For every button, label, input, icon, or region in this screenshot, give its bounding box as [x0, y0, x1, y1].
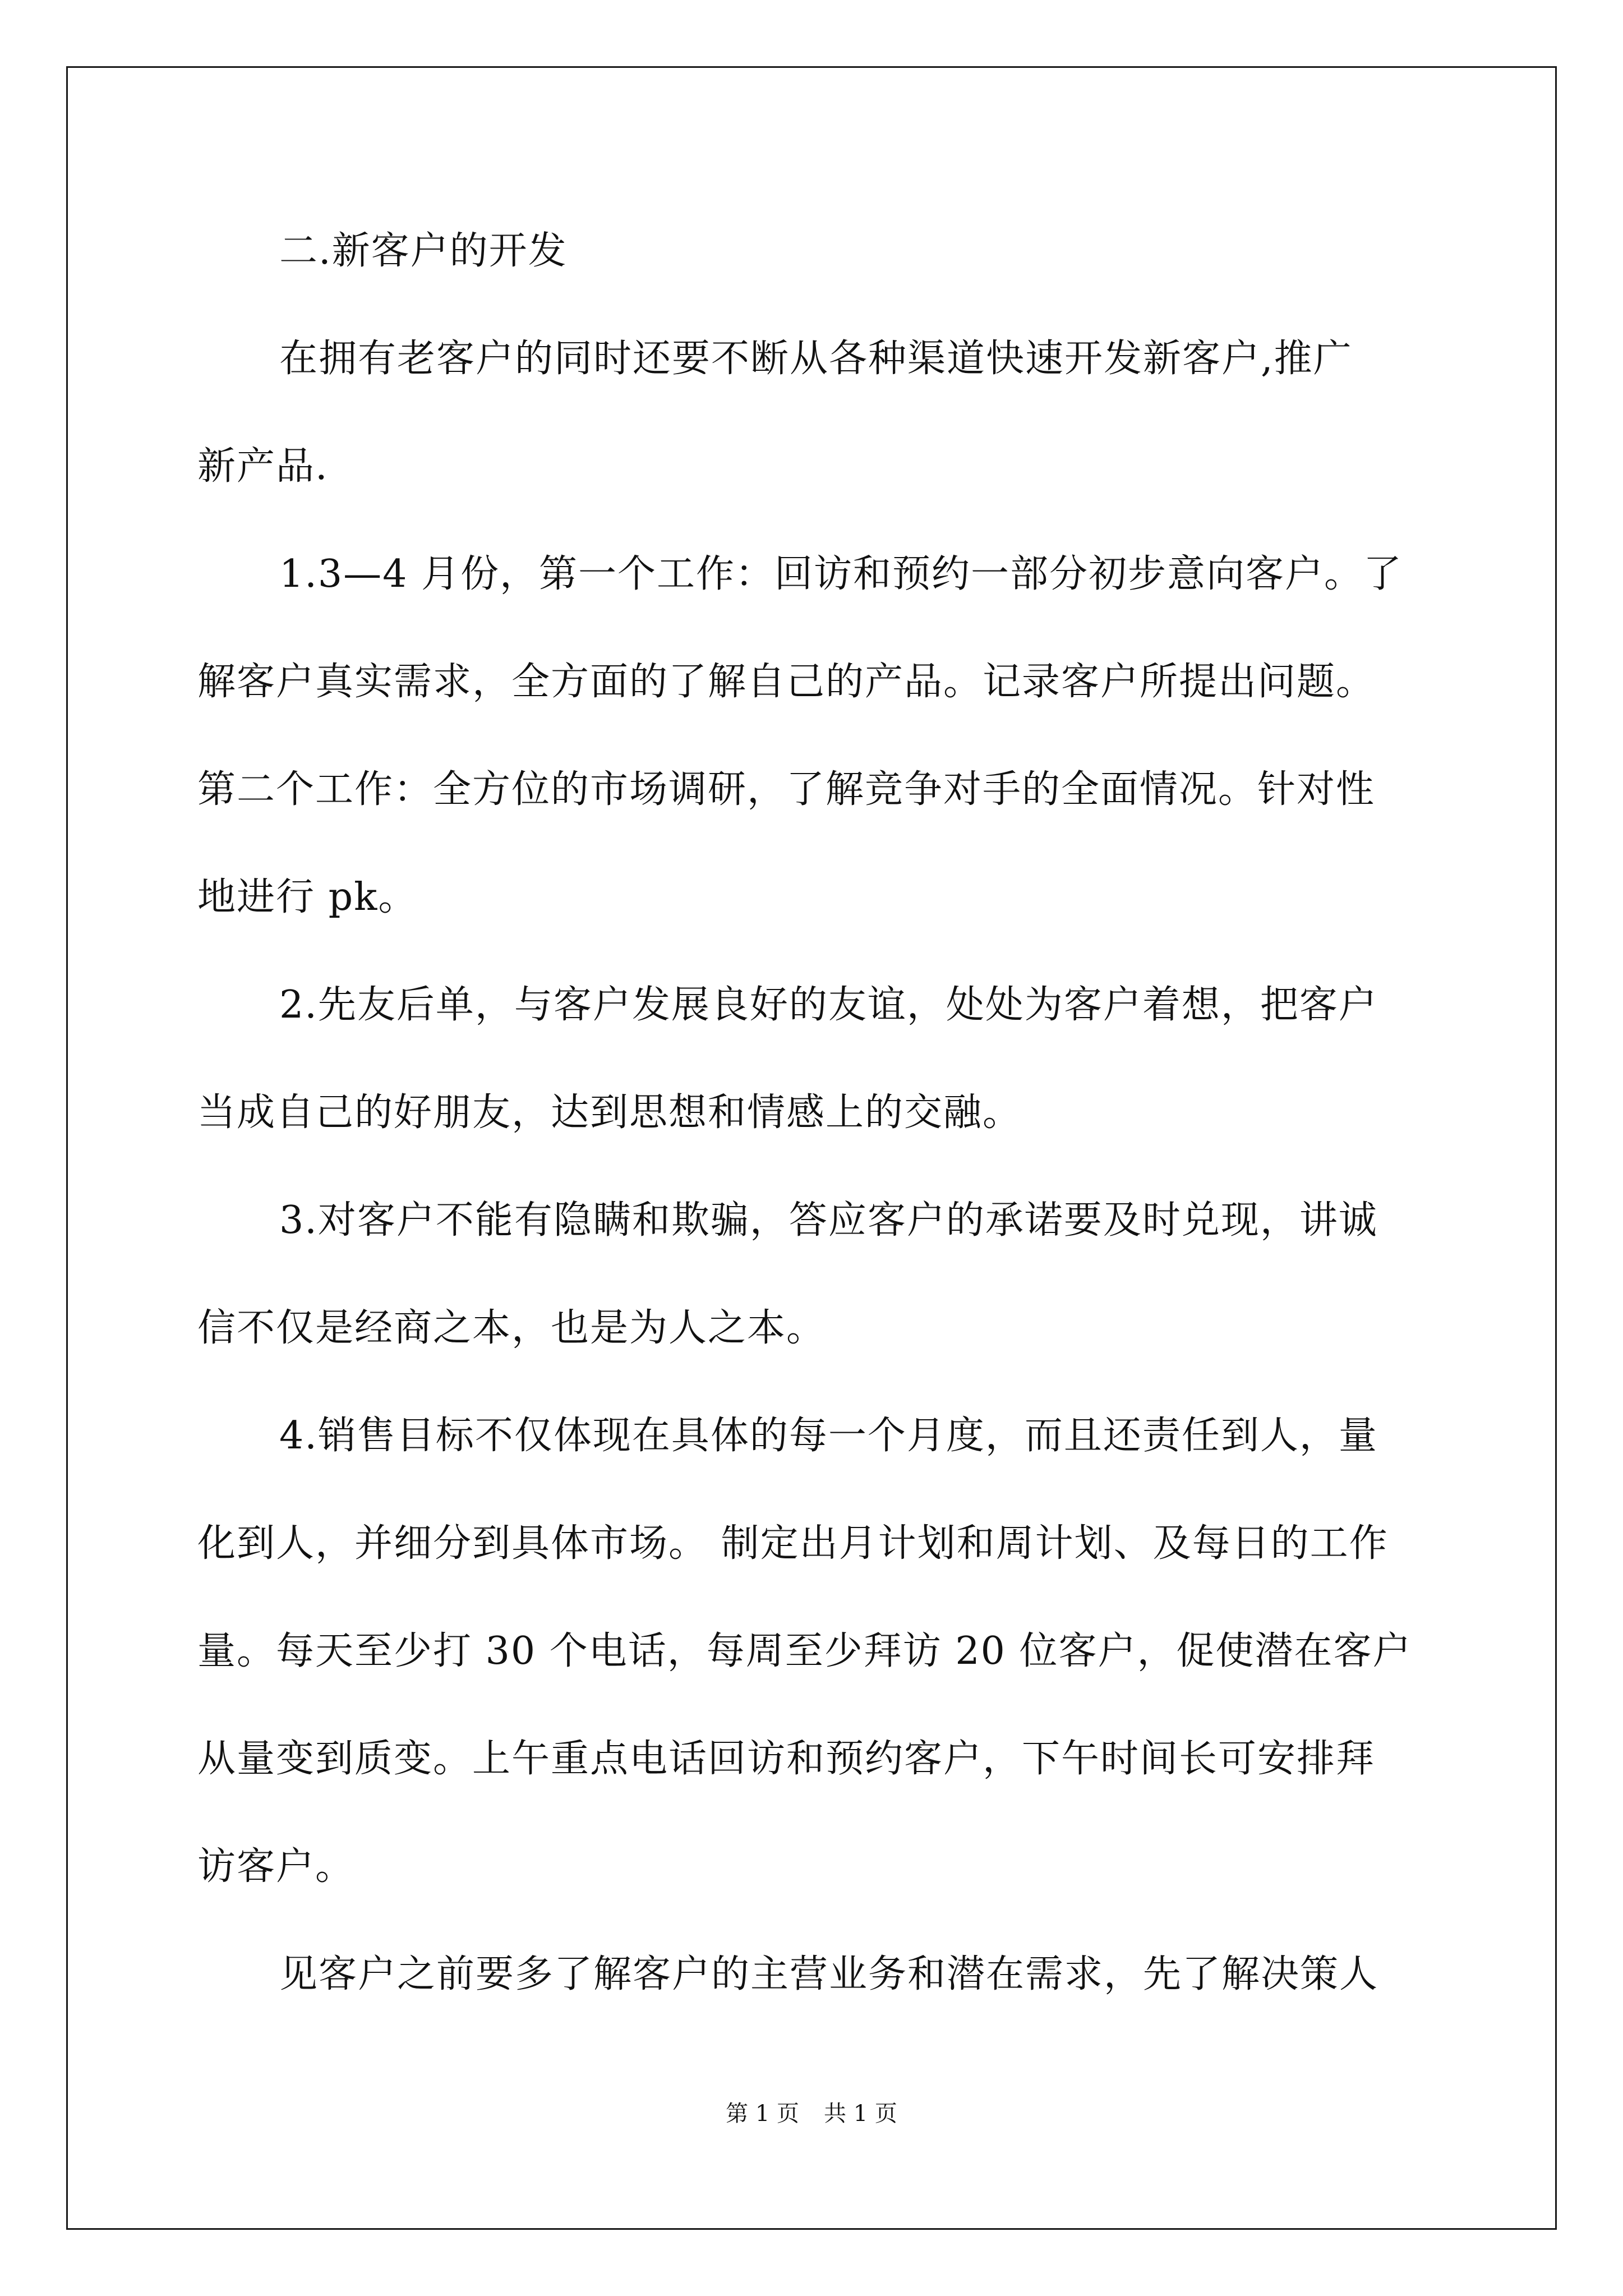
- paragraph-line: 化到人，并细分到具体市场。 制定出月计划和周计划、及每日的工作: [197, 1521, 1389, 1566]
- paragraph-line: 当成自己的好朋友，达到思想和情感上的交融。: [197, 1091, 1022, 1135]
- page-number: 第 1 页: [726, 2101, 799, 2127]
- section-heading: 二.新客户的开发: [279, 229, 568, 273]
- paragraph-line: 见客户之前要多了解客户的主营业务和潜在需求，先了解决策人: [279, 1952, 1379, 1996]
- paragraph-line: 在拥有老客户的同时还要不断从各种渠道快速开发新客户,推广: [279, 337, 1353, 381]
- paragraph-line: 从量变到质变。上午重点电话回访和预约客户，下午时间长可安排拜: [197, 1737, 1376, 1781]
- page-border: [66, 66, 1557, 2230]
- paragraph-line: 解客户真实需求，全方面的了解自己的产品。记录客户所提出问题。: [197, 660, 1376, 704]
- paragraph-line: 量。每天至少打 30 个电话，每周至少拜访 20 位客户，促使潜在客户: [197, 1629, 1412, 1673]
- paragraph-line: 信不仅是经商之本，也是为人之本。: [197, 1306, 826, 1350]
- paragraph-line: 2.先友后单，与客户发展良好的友谊，处处为客户着想，把客户: [279, 983, 1378, 1027]
- paragraph-line: 访客户。: [197, 1844, 355, 1889]
- paragraph-line: 新产品.: [197, 444, 329, 489]
- paragraph-line: 3.对客户不能有隐瞒和欺骗，答应客户的承诺要及时兑现，讲诚: [279, 1198, 1378, 1243]
- paragraph-line: 第二个工作：全方位的市场调研，了解竞争对手的全面情况。针对性: [197, 767, 1376, 812]
- paragraph-line: 4.销售目标不仅体现在具体的每一个月度，而且还责任到人，量: [279, 1414, 1378, 1458]
- page-footer: [0, 2097, 1623, 2131]
- paragraph-line: 地进行 pk。: [197, 875, 418, 919]
- page-total: 共 1 页: [824, 2101, 897, 2127]
- paragraph-line: 1.3—4 月份，第一个工作：回访和预约一部分初步意向客户。了: [279, 552, 1403, 596]
